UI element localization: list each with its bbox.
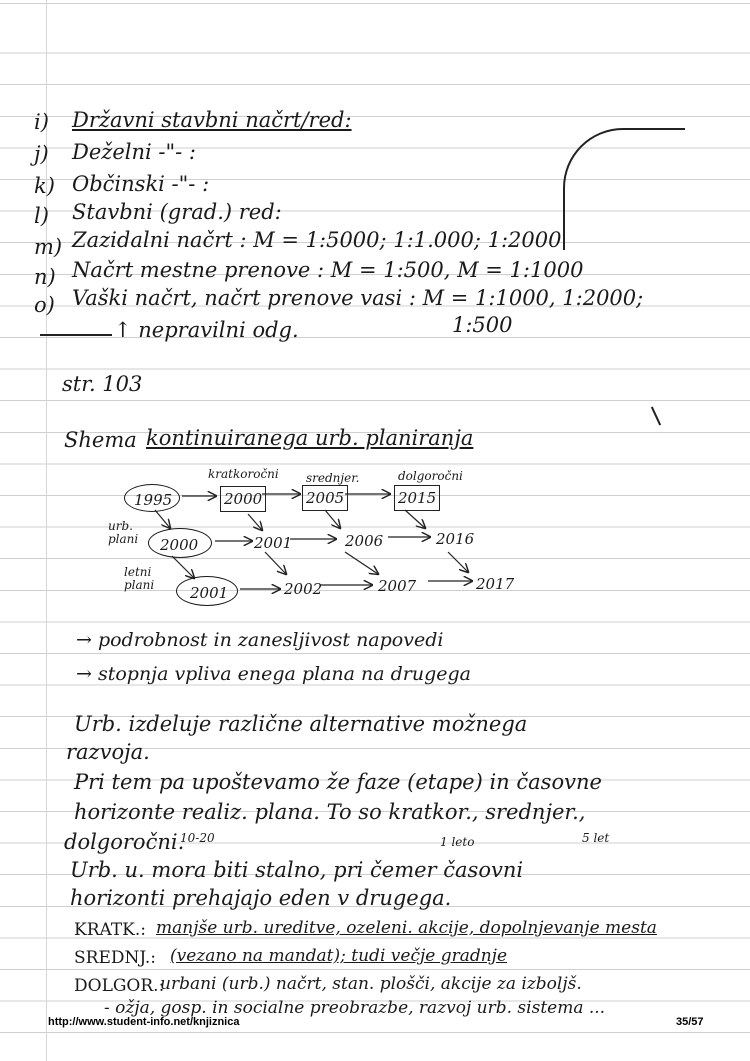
schema-title: kontinuiranega urb. planiranja [146,426,474,450]
margin-note: 10-20 [180,831,215,845]
note-arrow-text: ↑ nepravilni odg. [114,318,299,342]
list-item: Državni stavbni načrt/red: [72,108,352,132]
def-label: DOLGOR.: [74,976,165,996]
col-header: kratkoročni [208,467,279,481]
def-label: KRATK.: [74,920,147,940]
arrow [448,552,468,572]
list-item: Vaški načrt, načrt prenove vasi : M = 1:1000, 1:2000; [72,286,644,310]
bullet-item: → podrobnost in zanesljivost napovedi [76,629,444,651]
paragraph-line: dolgoročni. [64,830,185,854]
footer-link[interactable]: http://www.student-info.net/knjiznica [48,1016,240,1028]
year-node: 2015 [394,485,440,511]
year-node: 2007 [378,577,417,595]
arrow [155,510,170,528]
year-node: 1995 [134,491,173,509]
year-node: 2005 [302,485,348,511]
paragraph-line: horizonte realiz. plana. To so kratkor., srednjer., [74,800,586,824]
margin-note: 5 let [582,831,610,845]
section-ref: str. 103 [62,372,143,396]
arrow [248,514,262,530]
list-marker: m) [34,235,63,259]
arrow [325,510,340,528]
arrow [265,552,286,574]
year-node: 2000 [160,536,199,554]
list-item: Občinski -"- : [72,172,210,196]
list-marker: j) [34,142,49,166]
paragraph-line: Urb. u. mora biti stalno, pri čemer časovni [70,858,524,882]
page-number: 35/57 [676,1016,704,1028]
bullet-item: → stopnja vpliva enega plana na drugega [76,663,472,685]
paragraph-line: razvoja. [66,740,150,764]
list-item: Stavbni (grad.) red: [72,200,282,224]
row-label: urb. plani [108,519,139,546]
year-node: 2006 [345,532,384,550]
col-header: dolgoročni [398,469,463,483]
paragraph-line: Pri tem pa upoštevamo že faze (etape) in časovne [74,770,602,794]
arrow [172,556,194,578]
arrow [345,552,378,574]
list-marker: i) [34,110,49,134]
margin-note: 1 leto [440,835,475,849]
list-item: Zazidalni načrt : M = 1:5000; 1:1.000; 1:2000 [72,228,562,252]
paragraph-line: Urb. izdeluje različne alternative možnega [74,712,528,736]
list-item: Načrt mestne prenove : M = 1:500, M = 1:1000 [72,258,584,282]
col-header: srednjer. [306,471,360,485]
def-text: (vezano na mandat); tudi večje gradnje [170,946,508,966]
year-node: 2001 [254,534,293,552]
list-continuation: 1:500 [452,313,513,337]
year-node: 2016 [436,530,475,548]
year-node: 2000 [220,486,266,512]
row-label: letni plani [124,565,155,592]
def-text: manjše urb. ureditve, ozeleni. akcije, dopolnjevanje mesta [156,918,657,938]
schema-title-prefix: Shema [64,428,137,452]
paragraph-line: horizonti prehajajo eden v drugega. [70,886,452,910]
arrow [405,510,425,528]
def-label: SREDNJ.: [74,948,156,968]
list-marker: k) [34,174,55,198]
year-node: 2017 [476,575,515,593]
list-marker: l) [34,204,49,228]
year-node: 2002 [284,580,323,598]
year-node: 2001 [190,584,229,602]
list-marker: n) [34,265,56,289]
list-item: Deželni -"- : [72,140,196,164]
def-text: - ožja, gosp. in socialne preobrazbe, razvoj urb. sistema ... [104,998,606,1018]
list-marker: o) [34,293,55,317]
def-text: urbani (urb.) načrt, stan. plošči, akcije za izboljš. [160,974,582,994]
